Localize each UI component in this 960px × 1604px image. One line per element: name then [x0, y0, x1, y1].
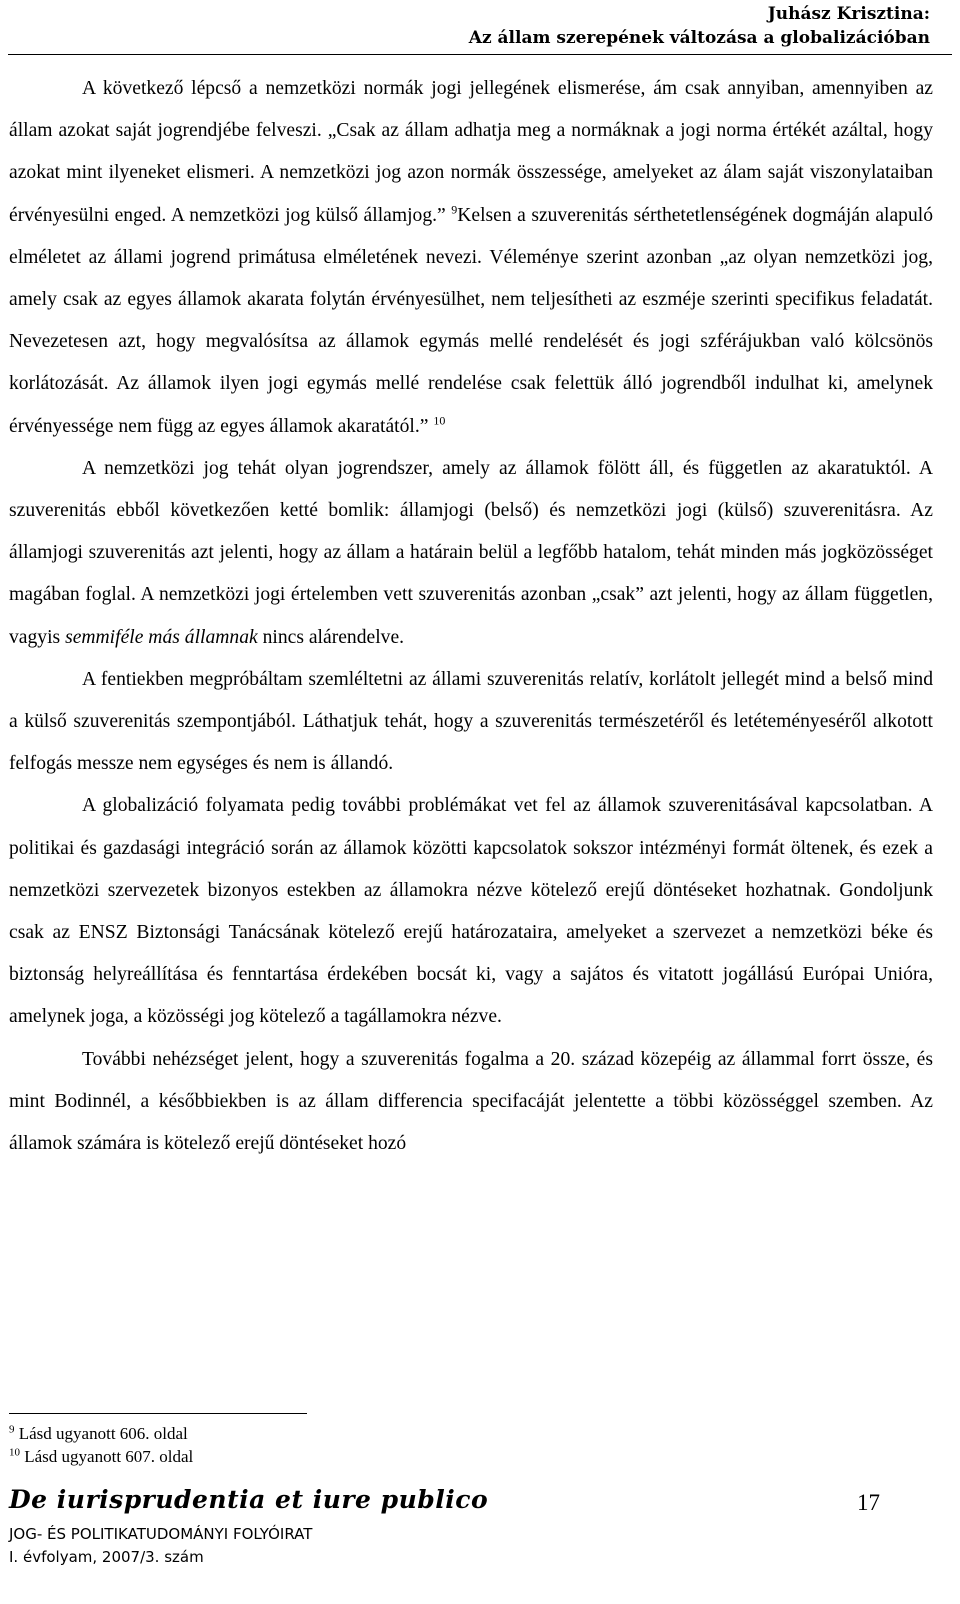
footnote-text: Lásd ugyanott 607. oldal	[24, 1447, 194, 1466]
header-rule	[8, 54, 952, 55]
journal-title: De iurisprudentia et iure publico	[9, 1485, 489, 1514]
paragraph-2-part-a: A nemzetközi jog tehát olyan jogrendszer, amely az államok fölött áll, és független az akaratuktól. A szuverenitás ebből következően ketté bomlik: államjogi (belső) és nemzetközi jogi (külső) szuverenitásra. Az államjogi szuverenitás azt jelenti, hogy az állam a határain belül a legfőbb hatalom, tehát minden más jogközösséget magában foglal. A nemzetközi jogi értelemben vett szuverenitás azonban „csak” azt jelenti, hogy az állam független, vagyis	[9, 457, 933, 648]
running-header	[469, 2, 930, 50]
journal-volume: I. évfolyam, 2007/3. szám	[9, 1548, 204, 1566]
paragraph-5: További nehézséget jelent, hogy a szuverenitás fogalma a 20. század közepéig az állammal forrt össze, és mint Bodinnél, a későbbiekben is az állam differencia specifacáját jelentette a többi közösséggel szemben. Az államok számára is kötelező erejű döntéseket hozó	[9, 1048, 933, 1155]
paragraph-2-emphasis: semmiféle más államnak	[65, 626, 258, 648]
footnote-number: 9	[9, 1423, 15, 1436]
footnotes	[9, 1422, 193, 1468]
paragraph-3: A fentiekben megpróbáltam szemléltetni az állami szuverenitás relatív, korlátolt jellegét mind a belső mind a külső szuverenitás szempontjából. Láthatjuk tehát, hogy a szuverenitás természetéről és letéteményeséről alkotott felfogás messze nem egységes és nem is állandó.	[9, 668, 933, 775]
footnote-number: 10	[9, 1446, 20, 1459]
journal-subtitle: JOG- ÉS POLITIKATUDOMÁNYI FOLYÓIRAT	[9, 1525, 313, 1543]
footnote-9	[9, 1422, 193, 1445]
paragraph-2-part-b: nincs alárendelve.	[257, 626, 405, 648]
footnote-ref-10[interactable]: 10	[433, 413, 446, 428]
footnote-text: Lásd ugyanott 606. oldal	[18, 1424, 188, 1443]
footnote-separator	[9, 1413, 307, 1414]
footnote-ref-9[interactable]: 9	[451, 202, 458, 217]
page-number: 17	[857, 1490, 880, 1515]
header-author: Juhász Krisztina:	[767, 4, 930, 24]
body-text	[9, 68, 933, 1165]
paragraph-2	[9, 448, 933, 659]
footnote-10	[9, 1445, 193, 1468]
paragraph-1-part-b: Kelsen a szuverenitás sérthetetlenségének dogmáján alapuló elméletet az állami jogrend primátusa elméletének nevezi. Véleménye szerint azonban „az olyan nemzetközi jog, amely csak az egyes államok akarata folytán érvényesülhet, nem teljesítheti az eszméje szerinti specifikus feladatát. Nevezetesen azt, hogy megvalósítsa az államok egymás mellé rendelését és jogi szférájukban való kölcsönös korlátozását. Az államok ilyen jogi egymás mellé rendelése csak felettük álló jogrendből indulhat ki, amelynek érvényessége nem függ az egyes államok akaratától.”	[9, 204, 933, 437]
paragraph-1	[9, 68, 933, 448]
header-title: Az állam szerepének változása a globalizációban	[468, 28, 930, 48]
paragraph-4: A globalizáció folyamata pedig további problémákat vet fel az államok szuverenitásával kapcsolatban. A politikai és gazdasági integráció során az államok közötti kapcsolatok sokszor intézményi formát öltenek, és ezek a nemzetközi szervezetek bizonyos estekben az államokra nézve kötelező erejű döntéseket hozhatnak. Gondoljunk csak az ENSZ Biztonsági Tanácsának kötelező erejű határozataira, amelyeket a szervezet a nemzetközi béke és biztonság helyreállítása és fenntartása érdekében bocsát ki, vagy a sajátos és vitatott jogállású Európai Unióra, amelynek joga, a közösségi jog kötelező a tagállamokra nézve.	[9, 795, 933, 1028]
paragraph-1-part-a: A következő lépcső a nemzetközi normák jogi jellegének elismerése, ám csak annyiban, amennyiben az állam azokat saját jogrendjébe felveszi. „Csak az állam adhatja meg a normáknak a jogi norma értékét azáltal, hogy azokat mint ilyeneket elismeri. A nemzetközi jog azon normák összessége, amelyeket az álam saját viszonylataiban érvényesülni enged. A nemzetközi jog külső államjog.”	[9, 78, 933, 226]
